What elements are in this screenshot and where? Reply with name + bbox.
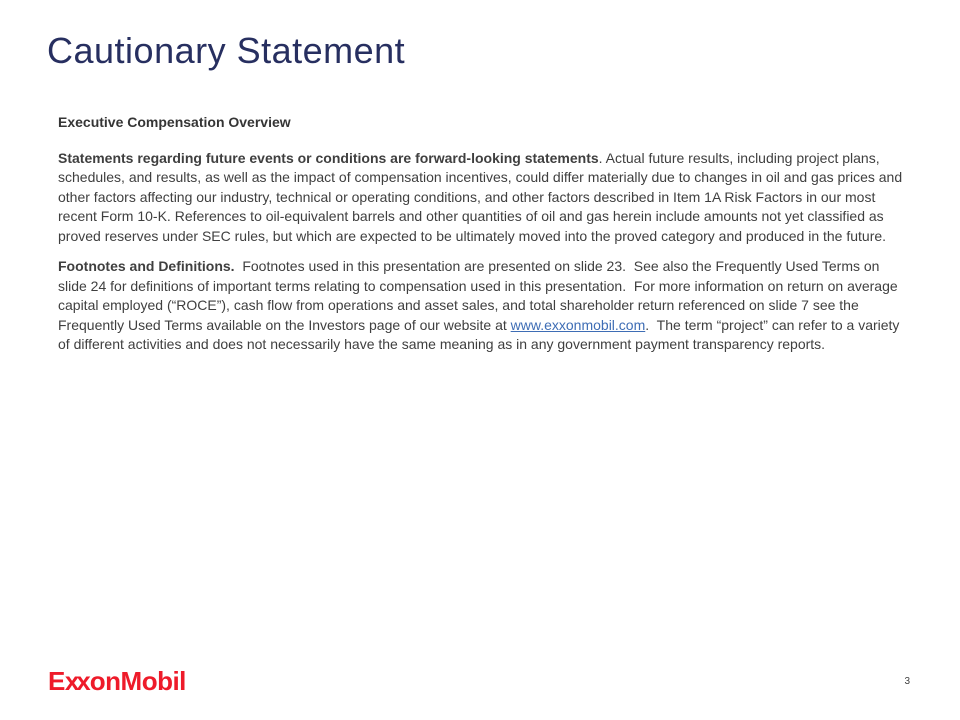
logo-interlocked-xx: xx: [64, 666, 88, 696]
logo-text: onMobil: [89, 666, 186, 696]
exxonmobil-logo: [48, 666, 186, 697]
paragraph-bold-lead: Statements regarding future events or conditions are forward-looking statements: [58, 149, 599, 166]
body-content: [58, 113, 906, 366]
paragraph-bold-lead: Footnotes and Definitions.: [58, 258, 235, 274]
paragraph-text: . The term “project” can refer to a variety of different activities and does not necessarily have the same meaning as in any government payment transparency reports.: [58, 316, 904, 352]
paragraph-text: . Actual future results, including project plans, schedules, and results, as well as the impact of compensation incentives, could differ materially due to changes in oil and gas prices and other factors affecting our industry, technical or operating conditions, and other factors described in Item 1A Risk Factors in our most recent Form 10-K. References to oil-equivalent barrels and other quantities of oil and gas herein include amounts not yet classified as proved reserves under SEC rules, but which are expected to be ultimately moved into the proved category and produced in the future.: [58, 149, 906, 244]
paragraph-footnotes-definitions: [58, 257, 906, 355]
exxonmobil-website-link[interactable]: www.exxonmobil.com: [510, 316, 646, 333]
page-number: 3: [904, 676, 910, 687]
paragraph-text: Footnotes used in this presentation are presented on slide 23. See also the Frequently Used Terms on slide 24 for definitions of important terms relating to compensation used in this presentation. For more information on return on average capital employed (“ROCE”), cash flow from operations and asset sales, and total shareholder return referenced on slide 7 see the Frequently Used Terms available on the Investors page of our website at: [58, 258, 902, 333]
logo-text: E: [48, 666, 65, 696]
page-title: Cautionary Statement: [47, 30, 406, 71]
paragraph-forward-looking-statements: [58, 149, 906, 247]
section-heading: Executive Compensation Overview: [58, 114, 291, 130]
